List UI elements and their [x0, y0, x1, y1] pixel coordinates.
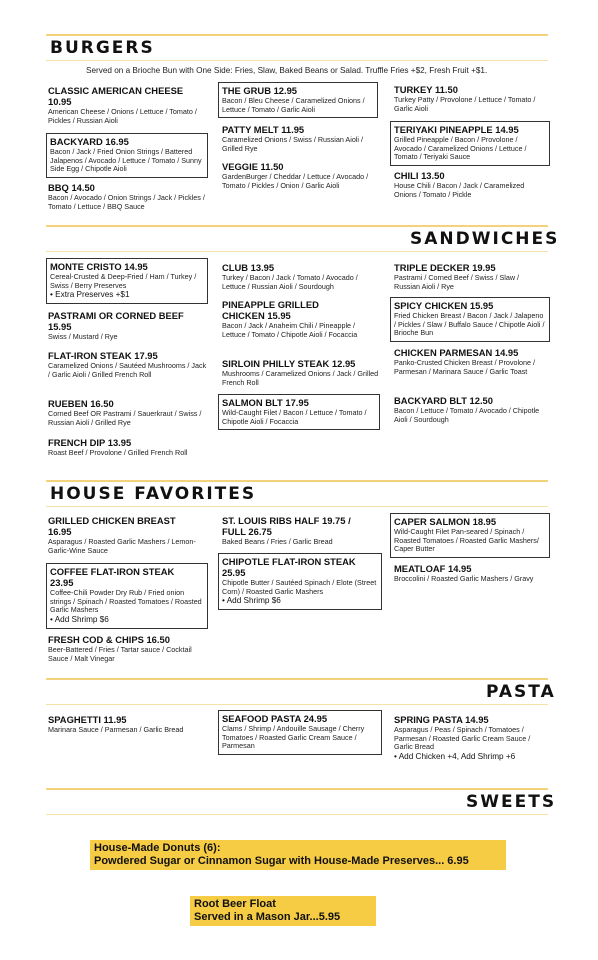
sandwiches-heading: SANDWICHES — [410, 229, 560, 249]
menu-item — [48, 634, 210, 663]
menu-item — [48, 398, 210, 427]
menu-item — [222, 124, 378, 153]
item-desc: Grilled Pineapple / Bacon / Provolone / Avocado / Caramelized Onions / Lettuce / Tomato / Teriyaki Sauce — [394, 135, 527, 162]
section-rule — [46, 251, 548, 252]
item-desc: Bacon / Bleu Cheese / Caramelized Onions / Lettuce / Tomato / Garlic Aioli — [222, 96, 365, 114]
item-extra: • Extra Preserves +$1 — [50, 290, 130, 300]
item-name: BBQ 14.50 — [48, 182, 95, 193]
item-desc: Bacon / Jack / Anaheim Chili / Pineapple / Lettuce / Tomato / Chipotle Aioli / Focaccia — [222, 321, 358, 339]
item-name: MEATLOAF 14.95 — [394, 563, 472, 574]
item-desc: Turkey / Bacon / Jack / Tomato / Avocado / Lettuce / Russian Aioli / Sourdough — [222, 273, 358, 291]
item-desc: Caramelized Onions / Swiss / Russian Aioli / Grilled Rye — [222, 135, 364, 153]
item-name: FRENCH DIP 13.95 — [48, 437, 132, 448]
menu-item — [222, 161, 378, 190]
item-name: CHILI 13.50 — [394, 170, 445, 181]
float-title: Root Beer Float — [194, 898, 276, 910]
item-name: PASTRAMI OR CORNED BEEF 15.95 — [48, 310, 184, 332]
section-rule — [46, 225, 548, 227]
menu-item — [48, 350, 210, 379]
menu-item — [48, 85, 210, 125]
donuts-highlight — [90, 840, 506, 870]
item-name: TURKEY 11.50 — [394, 84, 458, 95]
item-name: VEGGIE 11.50 — [222, 161, 284, 172]
menu-item — [222, 262, 380, 291]
item-extra: • Add Chicken +4, Add Shrimp +6 — [394, 751, 516, 761]
item-name: BACKYARD BLT 12.50 — [394, 395, 493, 406]
section-rule — [46, 788, 548, 790]
item-desc: Corned Beef OR Pastrami / Sauerkraut / Swiss / Russian Aioli / Grilled Rye — [48, 409, 202, 427]
section-rule — [46, 60, 548, 61]
item-name: PINEAPPLE GRILLED CHICKEN 15.95 — [222, 299, 319, 321]
section-rule — [46, 814, 548, 815]
item-name: PATTY MELT 11.95 — [222, 124, 305, 135]
section-rule — [46, 506, 548, 507]
item-name: GRILLED CHICKEN BREAST 16.95 — [48, 515, 176, 537]
menu-item — [48, 310, 210, 342]
item-name: SPICY CHICKEN 15.95 — [394, 300, 494, 311]
item-desc: Swiss / Mustard / Rye — [48, 332, 118, 341]
menu-item — [394, 262, 546, 291]
item-name: SALMON BLT 17.95 — [222, 397, 309, 408]
item-desc: Roast Beef / Provolone / Grilled French Roll — [48, 448, 188, 457]
menu-item — [394, 84, 544, 113]
menu-item — [394, 347, 546, 376]
item-name: CHICKEN PARMESAN 14.95 — [394, 347, 519, 358]
menu-item — [222, 358, 380, 387]
item-desc: Bacon / Jack / Fried Onion Strings / Battered Jalapenos / Avocado / Lettuce / Tomato / Sunny Side Egg / Chipotle Aioli — [50, 147, 202, 174]
section-rule — [46, 678, 548, 680]
item-name: FRESH COD & CHIPS 16.50 — [48, 634, 170, 645]
menu-item — [394, 170, 546, 199]
item-desc: Baked Beans / Fries / Garlic Bread — [222, 537, 333, 546]
item-desc: Fried Chicken Breast / Bacon / Jack / Jalapeno / Pickles / Slaw / Buffalo Sauce / Chipotle Aioli / Brioche Bun — [394, 311, 545, 338]
donuts-title: House-Made Donuts (6): — [94, 842, 221, 854]
item-desc: Clams / Shrimp / Andouille Sausage / Cherry Tomatoes / Roasted Garlic Cream Sauce / Parmesan — [222, 724, 365, 751]
float-highlight — [190, 896, 376, 926]
menu-item — [222, 515, 382, 547]
item-name: RUEBEN 16.50 — [48, 398, 114, 409]
item-desc: Pastrami / Corned Beef / Swiss / Slaw / Russian Aioli / Rye — [394, 273, 520, 291]
item-desc: Caramelized Onions / Sautéed Mushrooms / Jack / Garlic Aioli / Grilled French Roll — [48, 361, 207, 379]
menu-item — [218, 394, 380, 430]
item-desc: Asparagus / Roasted Garlic Mashers / Lemon-Garlic-Wine Sauce — [48, 537, 196, 555]
item-desc: Bacon / Avocado / Onion Strings / Jack / Pickles / Tomato / Lettuce / BBQ Sauce — [48, 193, 205, 211]
item-desc: Beer-Battered / Fries / Tartar sauce / Cocktail Sauce / Malt Vinegar — [48, 645, 192, 663]
item-name: FLAT-IRON STEAK 17.95 — [48, 350, 158, 361]
favorites-heading: HOUSE FAVORITES — [50, 484, 257, 504]
item-desc: Coffee-Chili Powder Dry Rub / Fried onion strings / Spinach / Roasted Tomatoes / Roasted Garlic Mashers — [50, 588, 202, 615]
item-desc: Chipotle Butter / Sautéed Spinach / Elote (Street Corn) / Roasted Garlic Mashers — [222, 578, 377, 596]
menu-item — [218, 553, 382, 610]
menu-item — [394, 563, 546, 584]
item-extra: • Add Shrimp $6 — [50, 614, 109, 624]
item-desc: Wild-Caught Filet Pan-seared / Spinach / Roasted Tomatoes / Roasted Garlic Mashers/ Caper Butter — [394, 527, 539, 554]
menu-item — [394, 714, 548, 762]
item-desc: American Cheese / Onions / Lettuce / Tomato / Pickles / Russian Aioli — [48, 107, 197, 125]
item-desc: Wild-Caught Filet / Bacon / Lettuce / Tomato / Chipotle Aioli / Focaccia — [222, 408, 367, 426]
item-name: ST. LOUIS RIBS HALF 19.75 / FULL 26.75 — [222, 515, 351, 537]
section-rule — [46, 704, 548, 705]
menu-item — [394, 395, 546, 424]
item-desc: Broccolini / Roasted Garlic Mashers / Gravy — [394, 574, 534, 583]
donuts-desc: Powdered Sugar or Cinnamon Sugar with House-Made Preserves... 6.95 — [94, 855, 469, 867]
item-desc: Marinara Sauce / Parmesan / Garlic Bread — [48, 725, 184, 734]
item-name: BACKYARD 16.95 — [50, 136, 129, 147]
float-desc: Served in a Mason Jar...5.95 — [194, 911, 341, 923]
menu-item — [48, 714, 210, 735]
item-desc: Bacon / Lettuce / Tomato / Avocado / Chipotle Aioli / Sourdough — [394, 406, 540, 424]
item-name: TRIPLE DECKER 19.95 — [394, 262, 496, 273]
menu-item — [46, 563, 208, 629]
item-desc: GardenBurger / Cheddar / Lettuce / Avocado / Tomato / Pickles / Onion / Garlic Aioli — [222, 172, 369, 190]
item-desc: Mushrooms / Caramelized Onions / Jack / Grilled French Roll — [222, 369, 379, 387]
item-name: SIRLOIN PHILLY STEAK 12.95 — [222, 358, 356, 369]
item-name: COFFEE FLAT-IRON STEAK 23.95 — [50, 566, 175, 588]
item-desc: House Chili / Bacon / Jack / Caramelized Onions / Tomato / Pickle — [394, 181, 525, 199]
item-desc: Asparagus / Peas / Spinach / Tomatoes / Parmesan / Roasted Garlic Cream Sauce / Garlic Bread — [394, 725, 531, 752]
item-name: MONTE CRISTO 14.95 — [50, 261, 148, 272]
pasta-heading: PASTA — [486, 682, 556, 702]
menu-item — [46, 133, 208, 178]
menu-item — [390, 297, 550, 342]
menu-item — [48, 437, 210, 458]
menu-item — [48, 182, 210, 211]
burgers-heading: BURGERS — [50, 38, 155, 58]
menu-item — [222, 299, 380, 339]
item-name: THE GRUB 12.95 — [222, 85, 298, 96]
sweets-heading: SWEETS — [466, 792, 557, 812]
item-name: TERIYAKI PINEAPPLE 14.95 — [394, 124, 519, 135]
menu-item — [218, 710, 382, 755]
item-name: SEAFOOD PASTA 24.95 — [222, 713, 328, 724]
item-desc: Cereal-Crusted & Deep-Fried / Ham / Turkey / Swiss / Berry Preserves — [50, 272, 197, 290]
menu-item — [390, 121, 550, 166]
item-name: CLUB 13.95 — [222, 262, 275, 273]
item-name: CHIPOTLE FLAT-IRON STEAK 25.95 — [222, 556, 356, 578]
item-name: SPAGHETTI 11.95 — [48, 714, 127, 725]
item-desc: Panko-Crusted Chicken Breast / Provolone / Parmesan / Marinara Sauce / Garlic Toast — [394, 358, 536, 376]
menu-item — [48, 515, 210, 555]
item-extra: • Add Shrimp $6 — [222, 596, 281, 606]
item-name: SPRING PASTA 14.95 — [394, 714, 489, 725]
section-rule — [46, 34, 548, 36]
menu-item — [46, 258, 208, 304]
menu-item — [218, 82, 378, 118]
burgers-subtitle: Served on a Brioche Bun with One Side: Fries, Slaw, Baked Beans or Salad. Truffle Fries +$2, Fresh Fruit +$1. — [86, 66, 488, 75]
menu-item — [390, 513, 550, 558]
section-rule — [46, 480, 548, 482]
item-name: CAPER SALMON 18.95 — [394, 516, 497, 527]
item-desc: Turkey Patty / Provolone / Lettuce / Tomato / Garlic Aioli — [394, 95, 536, 113]
item-name: CLASSIC AMERICAN CHEESE 10.95 — [48, 85, 184, 107]
